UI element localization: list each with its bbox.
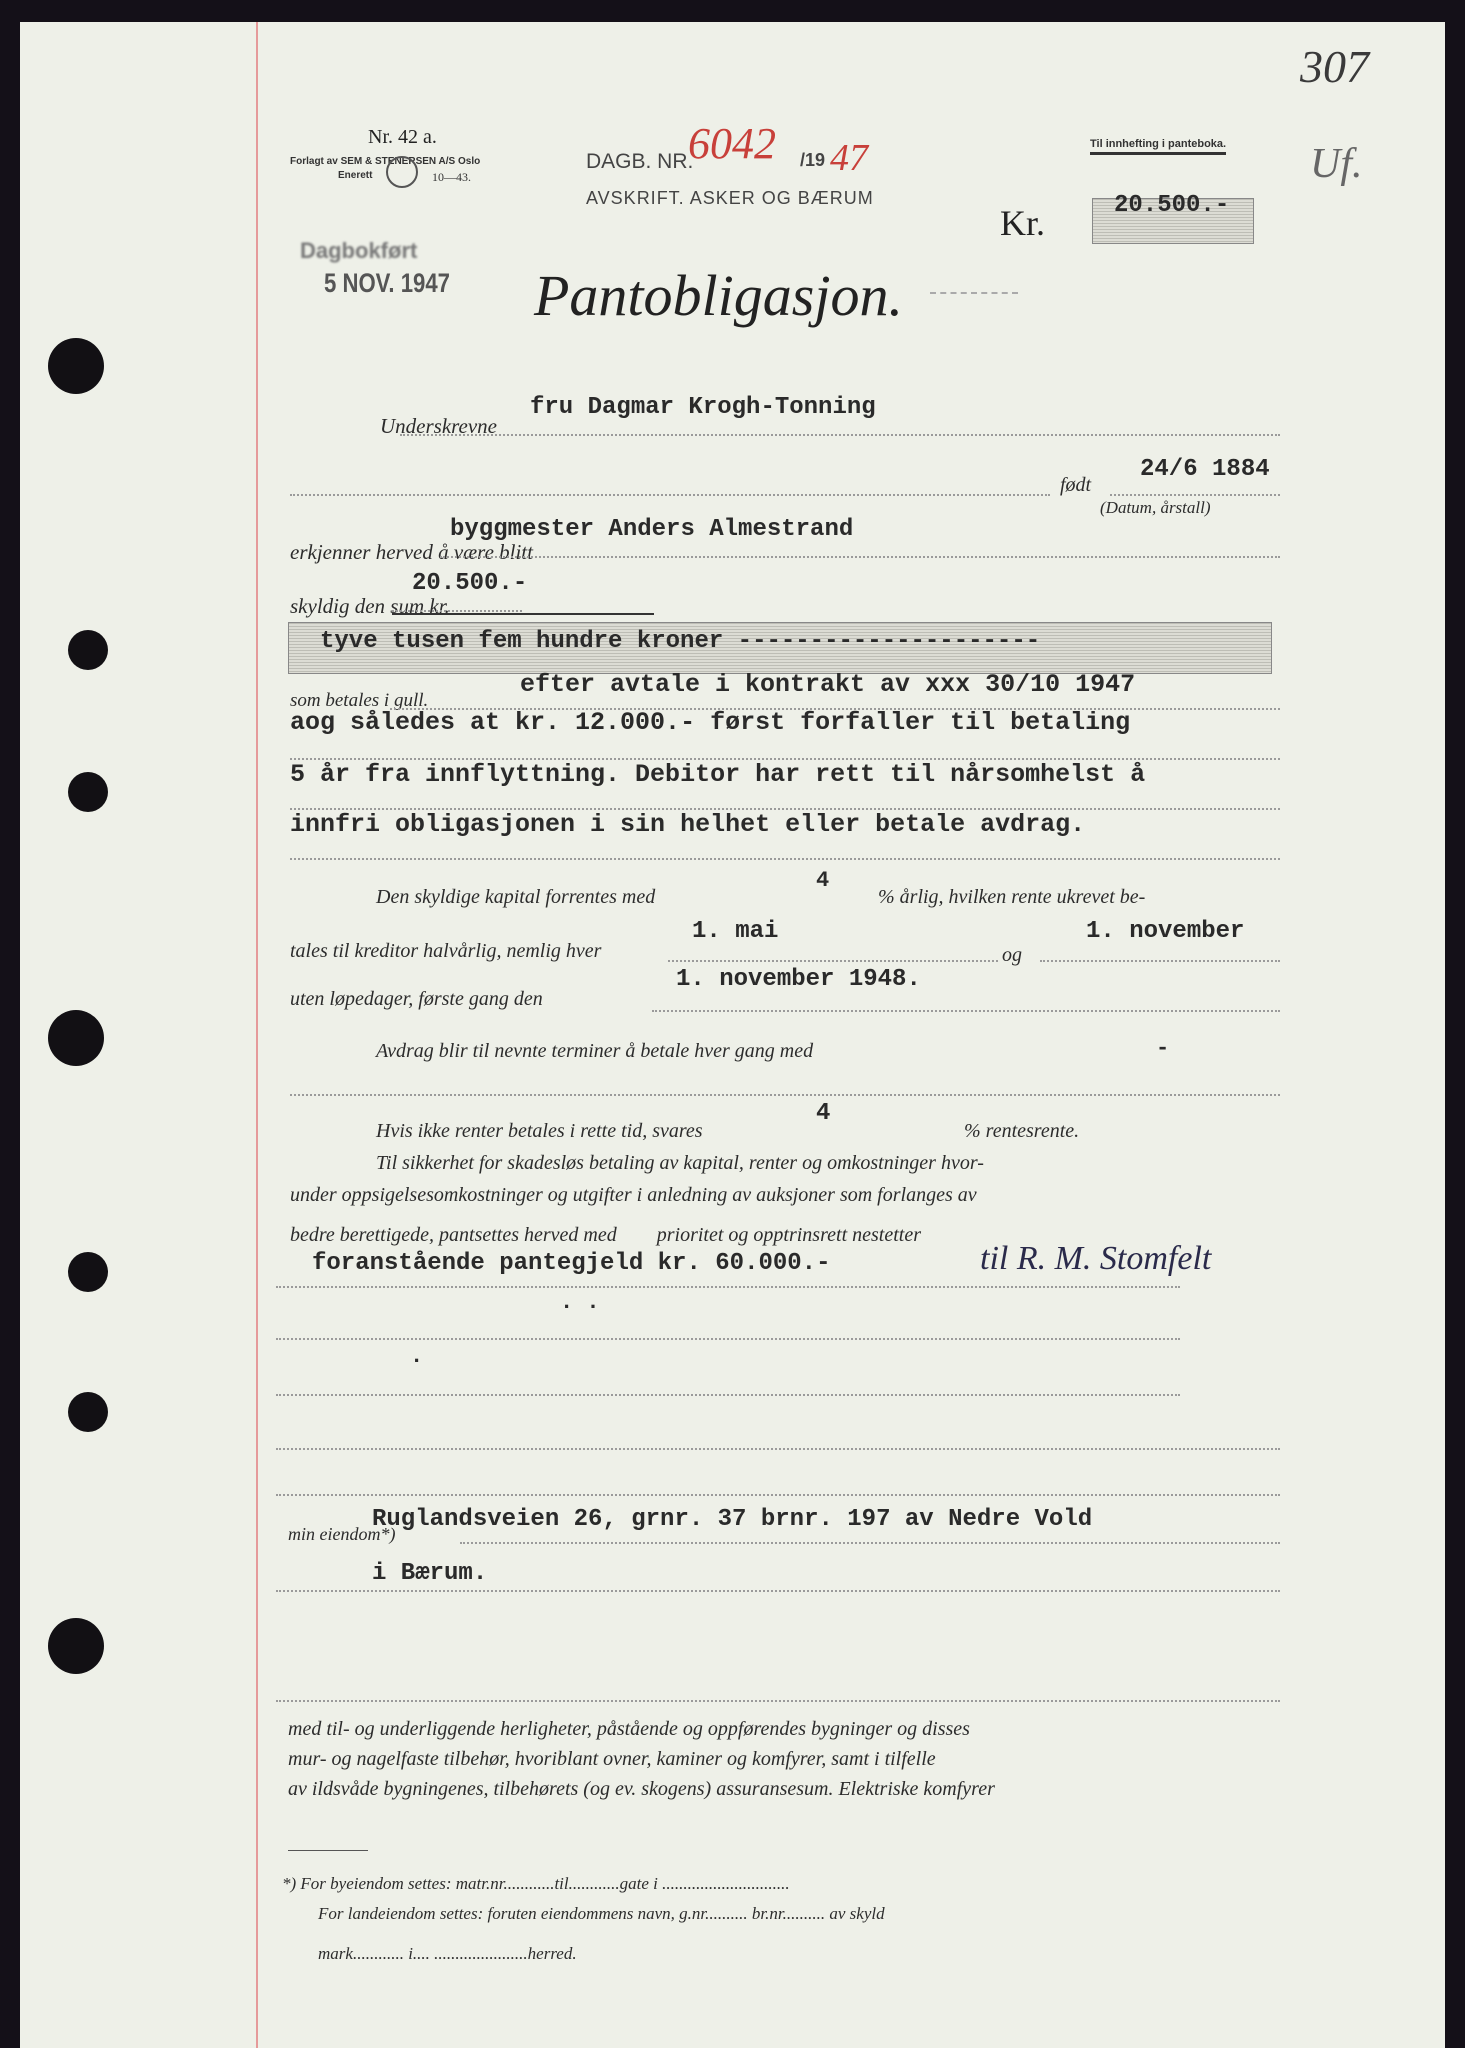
kr-label: Kr. bbox=[1000, 203, 1045, 243]
security-dots-1: . . bbox=[560, 1290, 600, 1315]
erkjenner-line bbox=[440, 556, 1280, 558]
skyldig-underline-solid bbox=[392, 613, 654, 615]
property-line-2 bbox=[276, 1590, 1280, 1592]
publisher-logo-icon bbox=[386, 156, 418, 188]
kr-amount: 20.500.- bbox=[1114, 192, 1230, 219]
terms-line-3: 5 år fra innflyttning. Debitor har rett til nårsomhelst å bbox=[290, 760, 1146, 789]
security-line-1: Til sikkerhet for skadesløs betaling av kapital, renter og omkostninger hvor- bbox=[376, 1152, 984, 1174]
page-number-handwritten: 307 bbox=[1300, 41, 1369, 92]
security-line-3: bedre berettigede, pantsettes herved med prioritet og opptrinsrett nestetter bbox=[290, 1224, 921, 1246]
security-typed: foranstående pantegjeld kr. 60.000.- bbox=[312, 1250, 831, 1277]
amount-words: tyve tusen fem hundre kroner --------------------- bbox=[320, 628, 1041, 655]
skyldig-label: skyldig den sum kr. bbox=[290, 594, 450, 618]
avdrag-line bbox=[290, 1094, 1280, 1096]
punch-hole bbox=[68, 1252, 108, 1292]
interest-line3-pre: uten løpedager, første gang den bbox=[290, 988, 543, 1010]
footnote-line-2: For landeiendom settes: foruten eiendommens navn, g.nr.......... br.nr.......... av skyld bbox=[318, 1904, 885, 1923]
dagbokfort-stamp-label: Dagbokført bbox=[300, 238, 418, 263]
security-dotline-4 bbox=[276, 1448, 1280, 1450]
dagb-year-handwritten: 47 bbox=[830, 137, 868, 179]
datum-hint: (Datum, årstall) bbox=[1100, 498, 1211, 517]
punch-hole bbox=[68, 1392, 108, 1432]
punch-hole bbox=[48, 1010, 104, 1066]
interest-rate: 4 bbox=[816, 868, 830, 893]
underskrevne-value: fru Dagmar Krogh-Tonning bbox=[530, 394, 876, 421]
property-line-1 bbox=[460, 1542, 1280, 1544]
security-dotline-5 bbox=[276, 1494, 1280, 1496]
interest-line1-pre: Den skyldige kapital forrentes med bbox=[376, 886, 656, 908]
fodt-value: 24/6 1884 bbox=[1140, 456, 1270, 483]
footnote-divider bbox=[288, 1850, 368, 1851]
document-title: Pantobligasjon. bbox=[534, 263, 903, 328]
fodt-label: født bbox=[1060, 474, 1092, 496]
security-dotline-2 bbox=[276, 1338, 1180, 1340]
punch-hole bbox=[48, 1618, 104, 1674]
appurtenances-line-1: med til- og underliggende herligheter, påstående og oppførendes bygninger og disses bbox=[288, 1718, 970, 1740]
appurtenances-line-3: av ildsvåde bygningenes, tilbehørets (og ev. skogens) assuransesum. Elektriske komfyrer bbox=[288, 1778, 995, 1800]
interest-first-date: 1. november 1948. bbox=[676, 966, 921, 993]
avdrag-text: Avdrag blir til nevnte terminer å betale hver gang med bbox=[376, 1040, 814, 1062]
dagbokfort-stamp-date: 5 NOV. 1947 bbox=[324, 268, 450, 298]
avdrag-value: - bbox=[1156, 1036, 1170, 1061]
underskrevne-line bbox=[400, 434, 1280, 436]
terms-line-2: aog således at kr. 12.000.- først forfaller til betaling bbox=[290, 708, 1131, 737]
first-date-line bbox=[652, 1010, 1280, 1012]
publisher-enerett: Enerett bbox=[338, 170, 373, 181]
terms-line-4: innfri obligasjonen i sin helhet eller betale avdrag. bbox=[290, 810, 1086, 839]
form-date: 10—43. bbox=[432, 170, 471, 184]
security-line-2: under oppsigelsesomkostninger og utgifter i anledning av auksjoner som forlanges av bbox=[290, 1184, 977, 1206]
security-dotline-3 bbox=[276, 1394, 1180, 1396]
erkjenner-value: byggmester Anders Almestrand bbox=[450, 516, 854, 543]
skyldig-underline bbox=[392, 610, 522, 612]
avskrift-label: AVSKRIFT. ASKER OG BÆRUM bbox=[586, 188, 874, 208]
rentesrente-post: % rentesrente. bbox=[964, 1120, 1080, 1142]
interest-date2: 1. november bbox=[1086, 918, 1245, 945]
interest-line1-post: % årlig, hvilken rente ukrevet be- bbox=[878, 886, 1146, 908]
dagb-suffix: /19 bbox=[800, 150, 826, 170]
interest-date1: 1. mai bbox=[692, 918, 779, 945]
punch-hole bbox=[68, 630, 108, 670]
fodt-line-right bbox=[1110, 494, 1280, 496]
security-dots-2: . bbox=[410, 1344, 424, 1369]
interest-og: og bbox=[1002, 944, 1022, 966]
skyldig-value: 20.500.- bbox=[412, 570, 528, 597]
innhefting-label: Til innhefting i panteboka. bbox=[1090, 138, 1226, 155]
publisher-line: Forlagt av SEM & STENERSEN A/S Oslo bbox=[290, 156, 481, 167]
property-line-2-value: i Bærum. bbox=[372, 1560, 488, 1587]
security-dotline-1 bbox=[276, 1286, 1180, 1288]
footnote-line-1: *) For byeiendom settes: matr.nr............til............gate i .............................. bbox=[282, 1874, 790, 1893]
punch-hole bbox=[48, 338, 104, 394]
rentesrente-pre: Hvis ikke renter betales i rette tid, svares bbox=[376, 1120, 703, 1142]
property-line-3 bbox=[276, 1700, 1280, 1702]
title-underline bbox=[930, 292, 1018, 294]
date1-line bbox=[668, 960, 998, 962]
terms-line-1: efter avtale i kontrakt av xxx 30/10 1947 bbox=[520, 670, 1136, 699]
underskrevne-label: Underskrevne bbox=[380, 414, 498, 438]
rentesrente-value: 4 bbox=[816, 1100, 831, 1127]
form-number: Nr. 42 a. bbox=[368, 126, 437, 148]
punch-hole bbox=[68, 772, 108, 812]
footnote-line-3: mark............ i.... ......................herred. bbox=[318, 1944, 577, 1963]
appurtenances-line-2: mur- og nagelfaste tilbehør, hvoriblant ovner, kaminer og komfyrer, samt i tilfelle bbox=[288, 1748, 936, 1770]
initials-handwritten: Uf. bbox=[1310, 141, 1363, 187]
property-line-1-value: Ruglandsveien 26, grnr. 37 brnr. 197 av Nedre Vold bbox=[372, 1506, 1093, 1533]
margin-rule bbox=[256, 22, 258, 2048]
date2-line bbox=[1040, 960, 1280, 962]
property-label: min eiendom*) bbox=[288, 1524, 396, 1544]
erkjenner-label: erkjenner herved å være blitt bbox=[290, 540, 533, 564]
terms-dotline-4 bbox=[290, 858, 1280, 860]
security-handwritten-signature: til R. M. Stomfelt bbox=[980, 1240, 1212, 1277]
dagb-number-handwritten: 6042 bbox=[688, 119, 776, 168]
fodt-line-left bbox=[290, 494, 1050, 496]
interest-line2-pre: tales til kreditor halvårlig, nemlig hver bbox=[290, 940, 602, 962]
betales-label: som betales i gull. bbox=[290, 690, 429, 711]
dagb-label: DAGB. NR. bbox=[586, 150, 694, 173]
